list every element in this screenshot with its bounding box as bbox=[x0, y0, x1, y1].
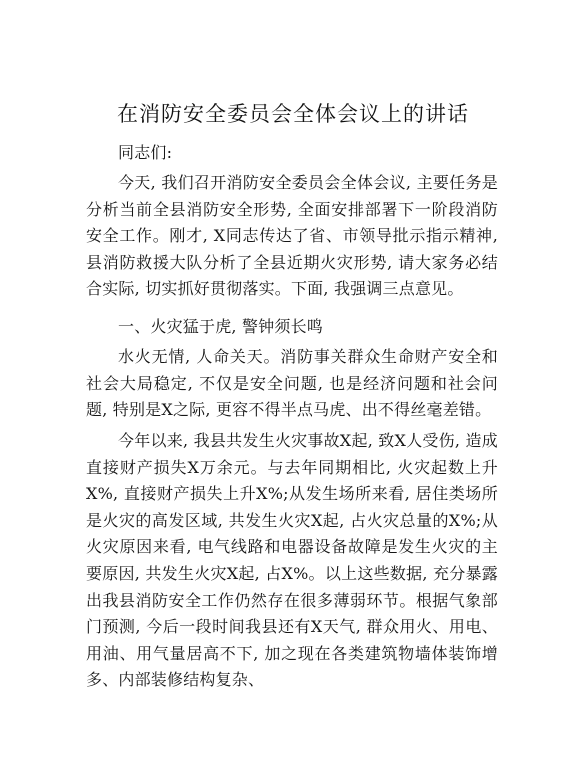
section-heading-1-text: 一、火灾猛于虎, 警钟须长鸣 bbox=[118, 317, 323, 336]
paragraph-statistics-text: 今年以来, 我县共发生火灾事故X起, 致X人受伤, 造成直接财产损失X万余元。与去年同期相比, 火灾起数上升X%, 直接财产损失上升X%;从发生场所来看, 居住类场所是火灾的高发区域, 共发生火灾X起, 占火灾总量的X%;从火灾原因来看, 电气线路和电器设备故障是发生火灾的主要原因, 共发生火灾X起, 占X%。以上这些数据, 充分暴露出我县消防安全工作仍然存在很多薄弱环节。根据气象部门预测, 今后一段时间我县还有X天气, 群众用火、用电、用油、用气量居高不下, 加之现在各类建筑物墙体装饰增多、内部装修结构复杂、 bbox=[86, 431, 498, 690]
paragraph-intro-text: 今天, 我们召开消防安全委员会全体会议, 主要任务是分析当前全县消防安全形势, 全面安排部署下一阶段消防安全工作。刚才, X同志传达了省、市领导批示指示精神, 县消防救援大队分析了全县近期火灾形势, 请大家务必结合实际, 切实抓好贯彻落实。下面, 我强调三点意见。 bbox=[86, 173, 498, 299]
salutation-text: 同志们: bbox=[118, 143, 173, 162]
document-title: 在消防安全委员会全体会议上的讲话 bbox=[117, 102, 469, 126]
paragraph-intro bbox=[86, 170, 498, 303]
salutation bbox=[118, 140, 498, 167]
paragraph-statistics bbox=[86, 428, 498, 694]
section-heading-1 bbox=[118, 314, 498, 341]
paragraph-fire-safety bbox=[86, 344, 498, 424]
paragraph-fire-safety-text: 水火无情, 人命关天。消防事关群众生命财产安全和社会大局稳定, 不仅是安全问题, 也是经济问题和社会问题, 特别是X之际, 更容不得半点马虎、出不得丝毫差错。 bbox=[86, 347, 498, 420]
